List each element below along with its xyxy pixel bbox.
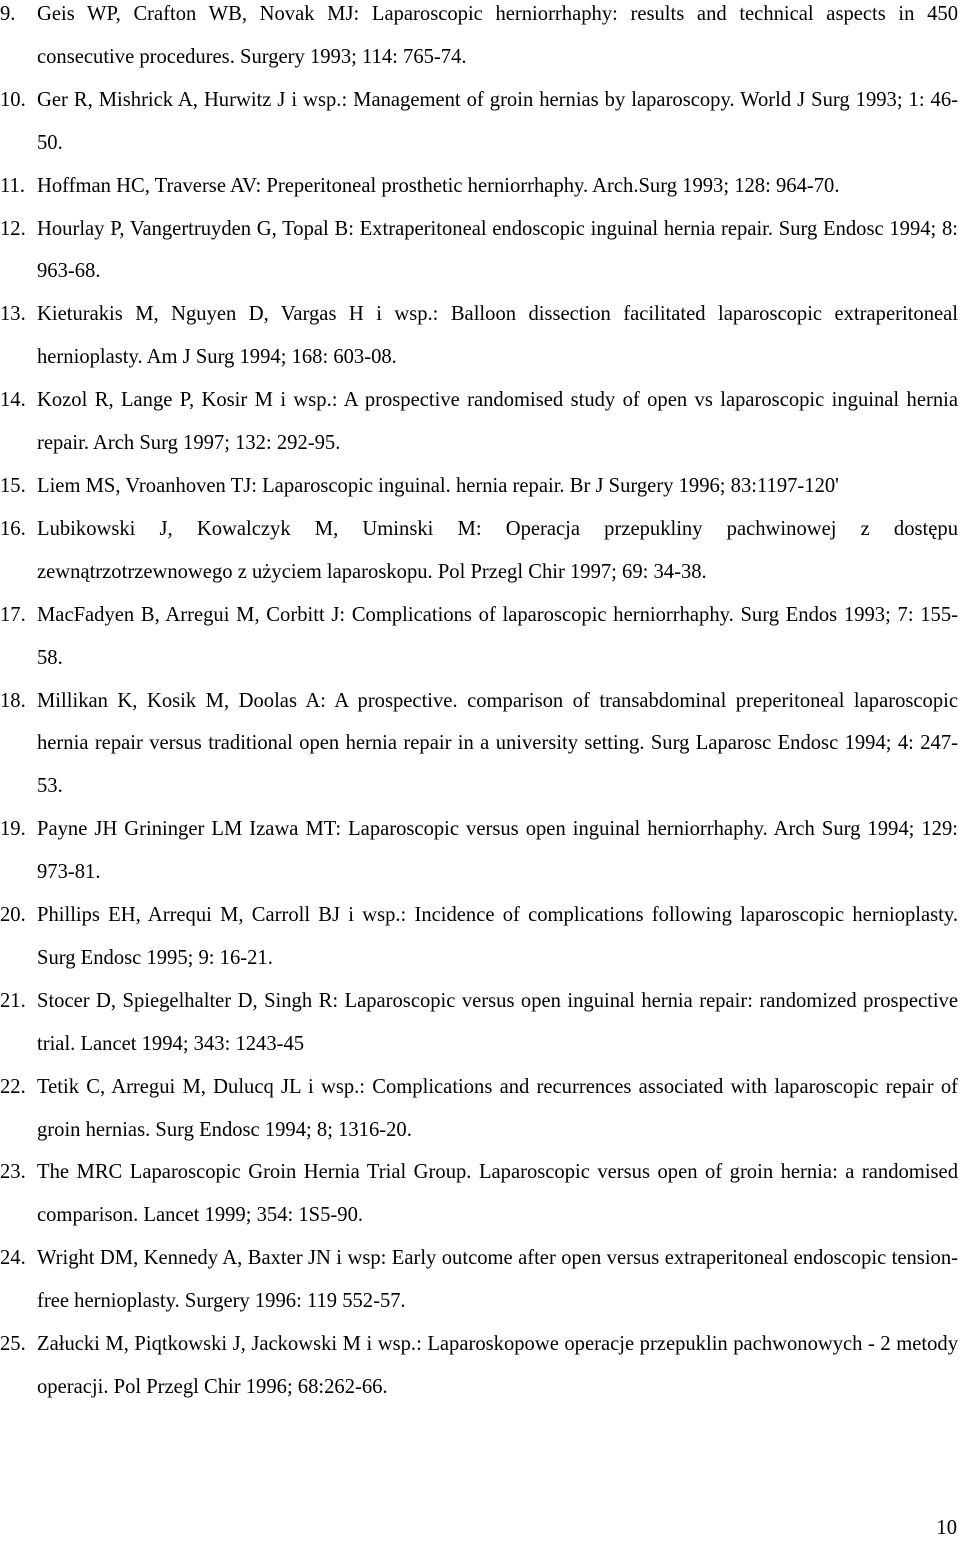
reference-text: Geis WP, Crafton WB, Novak MJ: Laparoscopic herniorrhaphy: results and technical aspects in 450 consecutive procedures. Surgery 1993; 114: 765-74. (37, 3, 958, 68)
reference-number: 22. (0, 1075, 26, 1098)
reference-item (0, 808, 960, 894)
reference-item (0, 208, 960, 294)
reference-number: 10. (0, 88, 26, 111)
reference-number: 19. (0, 818, 26, 841)
reference-number: 13. (0, 303, 26, 326)
reference-number: 14. (0, 389, 26, 412)
reference-item (0, 1237, 960, 1323)
reference-text: The MRC Laparoscopic Groin Hernia Trial Group. Laparoscopic versus open of groin hernia: a randomised comparison. Lancet 1999; 354: 1S5-90. (37, 1161, 958, 1227)
reference-text: Payne JH Grininger LM Izawa MT: Laparoscopic versus open inguinal herniorrhaphy. Arch Surg 1994; 129: 973-81. (37, 818, 958, 884)
reference-item (0, 293, 960, 379)
page-number: 10 (936, 1517, 957, 1539)
reference-number: 20. (0, 904, 26, 927)
reference-item (0, 594, 960, 680)
reference-item (0, 0, 960, 79)
reference-number: 16. (0, 517, 26, 540)
reference-text: Hoffman HC, Traverse AV: Preperitoneal prosthetic herniorrhaphy. Arch.Surg 1993; 128: 964-70. (37, 174, 840, 197)
reference-number: 18. (0, 689, 26, 712)
reference-text: Phillips EH, Arrequi M, Carroll BJ i wsp.: Incidence of complications following laparoscopic hernioplasty. Surg Endosc 1995; 9: 16-21. (37, 904, 958, 969)
reference-text: Lubikowski J, Kowalczyk M, Uminski M: Operacja przepukliny pachwinowej z dostępu zewnątrzotrzewnowego z użyciem laparoskopu. Pol Przegl Chir 1997; 69: 34-38. (37, 517, 958, 583)
reference-text: Tetik C, Arregui M, Dulucq JL i wsp.: Complications and recurrences associated with laparoscopic repair of groin hernias. Surg Endosc 1994; 8; 1316-20. (37, 1075, 958, 1141)
reference-item (0, 1066, 960, 1152)
reference-item (0, 1323, 960, 1409)
reference-number: 25. (0, 1333, 26, 1356)
reference-number: 11. (0, 174, 25, 197)
reference-number: 21. (0, 989, 26, 1012)
reference-text: Ger R, Mishrick A, Hurwitz J i wsp.: Management of groin hernias by laparoscopy. World J Surg 1993; 1: 46-50. (37, 88, 958, 154)
reference-item (0, 465, 960, 508)
reference-number: 15. (0, 474, 26, 497)
reference-item (0, 379, 960, 465)
reference-text: Kieturakis M, Nguyen D, Vargas H i wsp.: Balloon dissection facilitated laparoscopic extraperitoneal hernioplasty. Am J Surg 1994; 168: 603-08. (37, 303, 958, 369)
reference-text: Załucki M, Piqtkowski J, Jackowski M i wsp.: Laparoskopowe operacje przepuklin pachwonowych - 2 metody operacji. Pol Przegl Chir 1996; 68:262-66. (37, 1333, 958, 1398)
reference-item (0, 165, 960, 208)
reference-number: 12. (0, 217, 26, 240)
reference-number: 24. (0, 1247, 26, 1270)
reference-text: Stocer D, Spiegelhalter D, Singh R: Laparoscopic versus open inguinal hernia repair: randomized prospective trial. Lancet 1994; 343: 1243-45 (37, 989, 958, 1055)
reference-item (0, 894, 960, 980)
reference-text: Wright DM, Kennedy A, Baxter JN i wsp: Early outcome after open versus extraperitoneal endoscopic tension-free hernioplasty. Surgery 1996: 119 552-57. (37, 1247, 958, 1313)
reference-text: MacFadyen B, Arregui M, Corbitt J: Complications of laparoscopic herniorrhaphy. Surg Endos 1993; 7: 155-58. (37, 603, 958, 669)
reference-text: Millikan K, Kosik M, Doolas A: A prospective. comparison of transabdominal preperitoneal laparoscopic hernia repair versus traditional open hernia repair in a university setting. Surg Laparosc Endosc 1994; 4: 247-53. (37, 689, 958, 798)
reference-text: Liem MS, Vroanhoven TJ: Laparoscopic inguinal. hernia repair. Br J Surgery 1996; 83:1197-120' (37, 474, 839, 497)
reference-item (0, 508, 960, 594)
reference-item (0, 680, 960, 809)
reference-item (0, 980, 960, 1066)
reference-text: Kozol R, Lange P, Kosir M i wsp.: A prospective randomised study of open vs laparoscopic inguinal hernia repair. Arch Surg 1997; 132: 292-95. (37, 389, 958, 455)
reference-number: 23. (0, 1161, 26, 1184)
reference-number: 17. (0, 603, 26, 626)
reference-item (0, 79, 960, 165)
reference-item (0, 1151, 960, 1237)
reference-text: Hourlay P, Vangertruyden G, Topal B: Extraperitoneal endoscopic inguinal hernia repair. Surg Endosc 1994; 8: 963-68. (37, 217, 958, 283)
reference-number: 9. (0, 3, 16, 25)
